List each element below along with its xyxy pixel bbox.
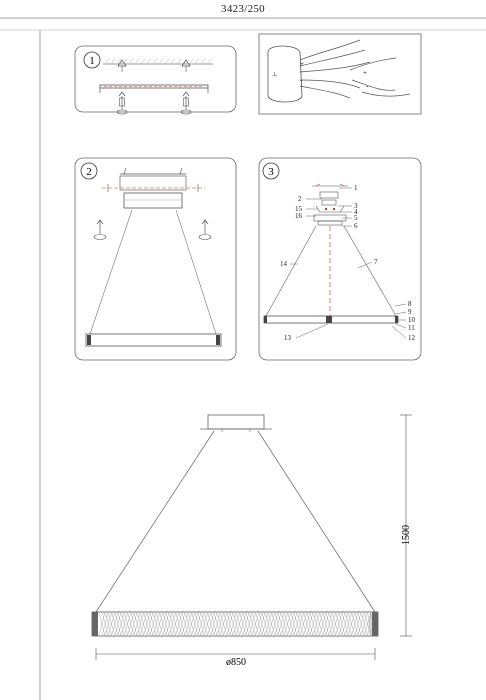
plus-label: + <box>363 69 367 77</box>
part-label: 13 <box>284 334 291 342</box>
part-label: 6 <box>354 222 358 230</box>
wiring-panel <box>259 34 421 114</box>
step-1-number: 1 <box>89 55 95 67</box>
minus-label: - <box>366 82 369 90</box>
wire-bundle <box>300 40 410 98</box>
suspension-cable <box>266 226 316 316</box>
part-label: 9 <box>408 308 412 316</box>
step-1-panel <box>75 46 236 114</box>
part-label: 2 <box>298 195 302 203</box>
part-label: 10 <box>408 316 415 324</box>
part-label: 1 <box>354 184 358 192</box>
part-label: 8 <box>408 300 412 308</box>
part-label: 12 <box>408 334 415 342</box>
part-label: 14 <box>280 260 287 268</box>
rotation-arrow-icon <box>94 220 106 240</box>
step-3-number: 3 <box>268 166 274 178</box>
canopy <box>124 193 182 208</box>
ceiling-anchor-icon <box>182 60 190 66</box>
suspension-cable <box>96 431 214 612</box>
diameter-dimension: ø850 <box>226 657 246 668</box>
bracket <box>320 192 338 198</box>
minus-label: - <box>300 76 303 84</box>
suspension-cable <box>176 210 216 334</box>
part-label: 3 <box>354 202 358 210</box>
ring-end-cap <box>92 612 98 636</box>
suspension-cable <box>90 210 132 334</box>
step-2-number: 2 <box>86 166 92 178</box>
light-ring <box>86 334 221 346</box>
part-label: 11 <box>408 324 415 332</box>
suspension-cable <box>344 226 396 316</box>
part-label: 4 <box>354 208 358 216</box>
suspension-cable <box>258 431 375 612</box>
canopy-cap <box>316 206 344 212</box>
svg-text:⊥: ⊥ <box>272 72 278 78</box>
part-label: 5 <box>354 214 358 222</box>
canopy <box>208 415 264 429</box>
part-label: 16 <box>295 212 302 220</box>
part-label: 7 <box>374 258 378 266</box>
screw-icon <box>119 92 125 110</box>
step-2-panel <box>75 158 236 360</box>
rotation-arrow-icon <box>199 220 211 240</box>
step-3-panel <box>259 158 421 360</box>
leader-lines <box>290 188 406 338</box>
part-label: 15 <box>295 205 302 213</box>
plus-label: + <box>300 60 304 68</box>
fixture-elevation <box>92 415 412 668</box>
screw-icon <box>183 92 189 110</box>
ring-end-cap <box>372 612 378 636</box>
model-number: 3423/250 <box>221 3 265 15</box>
height-dimension: 1500 <box>401 525 412 545</box>
